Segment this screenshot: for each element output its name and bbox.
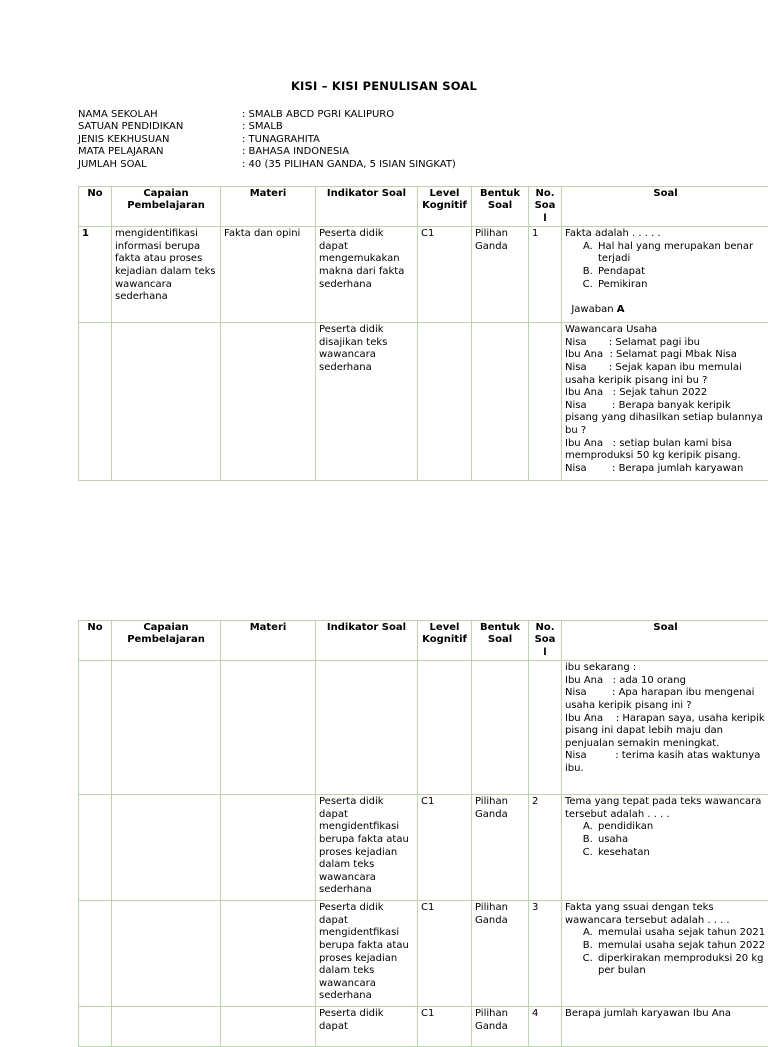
info-value: : SMALB ABCD PGRI KALIPURO — [242, 109, 394, 121]
option-list — [565, 927, 766, 977]
cell-level: C1 — [418, 795, 472, 901]
info-value: : 40 (35 PILIHAN GANDA, 5 ISIAN SINGKAT) — [242, 159, 456, 171]
cell-soal — [562, 901, 768, 1007]
cell-indikator: Peserta didik dapat mengidentfikasi berupa fakta atau proses kejadian dalam teks wawancara sederhana — [316, 795, 418, 901]
info-label: JUMLAH SOAL — [78, 159, 242, 171]
answer-label: Jawaban — [571, 304, 613, 315]
header-indikator: Indikator Soal — [316, 621, 418, 661]
cell-indikator: Peserta didik dapat mengemukakan makna dari fakta sederhana — [316, 227, 418, 323]
cell-bentuk: Pilihan Ganda — [472, 901, 529, 1007]
header-soal: Soal — [562, 621, 768, 661]
option-item: B. Pendapat — [596, 266, 766, 279]
table-row — [79, 901, 768, 1007]
cell-nosoal: 2 — [529, 795, 562, 901]
header-no: No — [79, 621, 112, 661]
dialog-line: ibu sekarang : — [565, 662, 766, 675]
header-nosoal: No. Soa l — [529, 187, 562, 227]
table-row — [79, 795, 768, 901]
table-row — [79, 661, 768, 795]
table-header-row — [79, 621, 768, 661]
cell-bentuk: Pilihan Ganda — [472, 1007, 529, 1047]
cell-indikator: Peserta didik disajikan teks wawancara sederhana — [316, 323, 418, 481]
cell-soal — [562, 661, 768, 795]
table-header-row — [79, 187, 768, 227]
info-row — [78, 109, 698, 121]
cell-no: 1 — [79, 227, 112, 323]
header-no: No — [79, 187, 112, 227]
dialog-line: Ibu Ana : Harapan saya, usaha keripik pisang ini dapat lebih maju dan penjualan semakin meningkat. — [565, 713, 766, 751]
table-row — [79, 227, 768, 323]
header-level: Level Kognitif — [418, 187, 472, 227]
header-capaian: Capaian Pembelajaran — [112, 621, 221, 661]
cell-level: C1 — [418, 227, 472, 323]
dialog-line: Wawancara Usaha — [565, 324, 766, 337]
option-item: C. Pemikiran — [596, 279, 766, 292]
option-item: B. memulai usaha sejak tahun 2022 — [596, 940, 766, 953]
dialog-line: Nisa : Sejak kapan ibu memulai usaha keripik pisang ini bu ? — [565, 362, 766, 387]
info-row — [78, 146, 698, 158]
option-item: C. diperkirakan memproduksi 20 kg per bulan — [596, 953, 766, 978]
header-bentuk: Bentuk Soal — [472, 621, 529, 661]
info-value: : SMALB — [242, 121, 283, 133]
info-value: : TUNAGRAHITA — [242, 134, 320, 146]
question-text: Fakta yang ssuai dengan teks wawancara tersebut adalah . . . . — [565, 902, 766, 927]
option-item: B. usaha — [596, 834, 766, 847]
cell-nosoal: 1 — [529, 227, 562, 323]
info-row — [78, 121, 698, 133]
dialog-line: Ibu Ana : Selamat pagi Mbak Nisa — [565, 349, 766, 362]
dialog-line: Nisa : terima kasih atas waktunya ibu. — [565, 750, 766, 775]
header-bentuk: Bentuk Soal — [472, 187, 529, 227]
school-info — [78, 109, 698, 171]
dialog-line: Nisa : Selamat pagi ibu — [565, 337, 766, 350]
option-item: A. memulai usaha sejak tahun 2021 — [596, 927, 766, 940]
header-capaian: Capaian Pembelajaran — [112, 187, 221, 227]
dialog-line: Ibu Ana : setiap bulan kami bisa memproduksi 50 kg keripik pisang. — [565, 438, 766, 463]
table-row — [79, 323, 768, 481]
cell-level: C1 — [418, 901, 472, 1007]
dialog-line: Nisa : Berapa banyak keripik pisang yang dihasilkan setiap bulannya bu ? — [565, 400, 766, 438]
info-label: SATUAN PENDIDIKAN — [78, 121, 242, 133]
question-text: Tema yang tepat pada teks wawancara tersebut adalah . . . . — [565, 796, 766, 821]
cell-soal: Berapa jumlah karyawan Ibu Ana — [562, 1007, 768, 1047]
cell-bentuk: Pilihan Ganda — [472, 795, 529, 901]
cell-soal — [562, 227, 768, 323]
info-value: : BAHASA INDONESIA — [242, 146, 349, 158]
dialog-line: Nisa : Berapa jumlah karyawan — [565, 463, 766, 476]
kisi-table-2 — [78, 620, 768, 1047]
option-list — [565, 821, 766, 859]
header-nosoal: No. Soa l — [529, 621, 562, 661]
info-label: JENIS KEKHUSUAN — [78, 134, 242, 146]
dialog-line: Ibu Ana : Sejak tahun 2022 — [565, 387, 766, 400]
answer-line — [565, 304, 766, 317]
info-row — [78, 159, 698, 171]
option-item: C. kesehatan — [596, 847, 766, 860]
cell-capaian: mengidentifikasi informasi berupa fakta atau proses kejadian dalam teks wawancara sederhana — [112, 227, 221, 323]
cell-bentuk: Pilihan Ganda — [472, 227, 529, 323]
cell-soal — [562, 795, 768, 901]
header-level: Level Kognitif — [418, 621, 472, 661]
cell-nosoal: 4 — [529, 1007, 562, 1047]
cell-indikator: Peserta didik dapat — [316, 1007, 418, 1047]
cell-indikator: Peserta didik dapat mengidentfikasi berupa fakta atau proses kejadian dalam teks wawancara sederhana — [316, 901, 418, 1007]
answer-key: A — [617, 304, 625, 315]
info-label: NAMA SEKOLAH — [78, 109, 242, 121]
table-row — [79, 1007, 768, 1047]
dialog-line: Ibu Ana : ada 10 orang — [565, 675, 766, 688]
header-materi: Materi — [221, 621, 316, 661]
question-text: Fakta adalah . . . . . — [565, 228, 766, 241]
kisi-table-1 — [78, 186, 768, 481]
header-indikator: Indikator Soal — [316, 187, 418, 227]
header-materi: Materi — [221, 187, 316, 227]
info-label: MATA PELAJARAN — [78, 146, 242, 158]
option-list — [565, 241, 766, 291]
header-soal: Soal — [562, 187, 768, 227]
cell-level: C1 — [418, 1007, 472, 1047]
dialog-line: Nisa : Apa harapan ibu mengenai usaha keripik pisang ini ? — [565, 687, 766, 712]
info-row — [78, 134, 698, 146]
option-item: A. pendidikan — [596, 821, 766, 834]
document-title: KISI – KISI PENULISAN SOAL — [0, 79, 768, 93]
cell-nosoal: 3 — [529, 901, 562, 1007]
cell-soal — [562, 323, 768, 481]
option-item: A. Hal hal yang merupakan benar terjadi — [596, 241, 766, 266]
cell-materi: Fakta dan opini — [221, 227, 316, 323]
